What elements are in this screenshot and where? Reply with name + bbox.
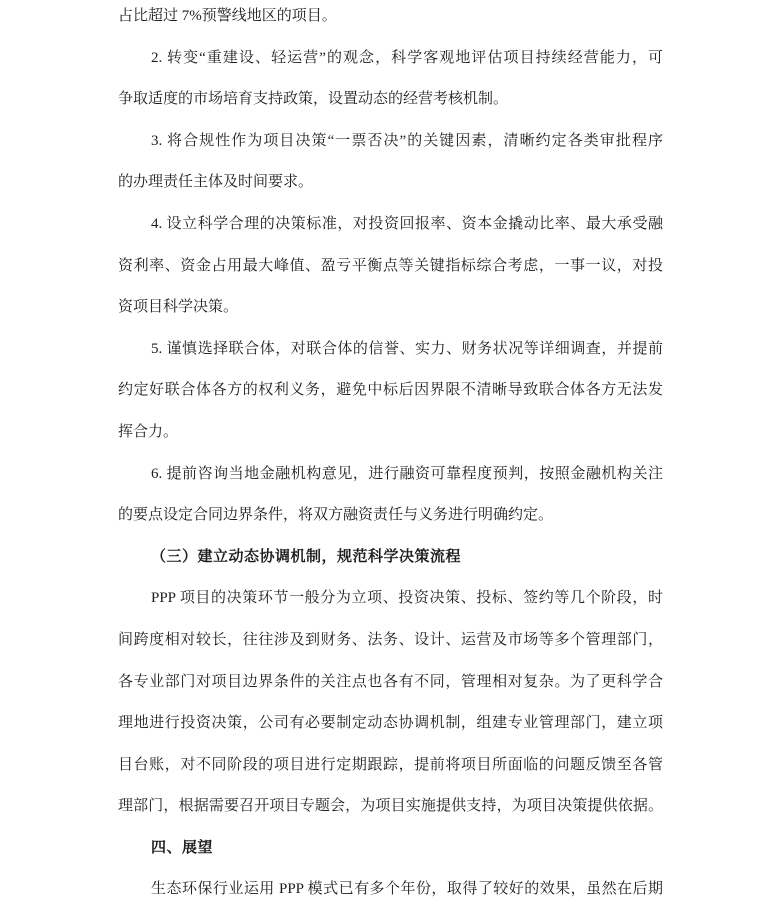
paragraph: [118, 204, 663, 329]
paragraph: [118, 578, 663, 828]
text-line: （三）建立动态协调机制，规范科学决策流程: [151, 548, 462, 565]
text-line: 6. 提前咨询当地金融机构意见，进行融资可靠程度预判，按照金融机构关注: [151, 465, 663, 482]
text-line: 5. 谨慎选择联合体，对联合体的信誉、实力、财务状况等详细调查，并提前: [151, 340, 663, 357]
section-heading: [118, 828, 663, 870]
text-line: 争取适度的市场培育支持政策，设置动态的经营考核机制。: [118, 91, 509, 108]
paragraph: [118, 121, 663, 204]
paragraph: [118, 329, 663, 454]
text-line: 约定好联合体各方的权利义务，避免中标后因界限不清晰导致联合体各方无法发: [118, 382, 663, 399]
paragraph: [118, 0, 663, 38]
text-line: 各专业部门对项目边界条件的关注点也各有不同，管理相对复杂。为了更科学合: [118, 673, 663, 690]
paragraph: [118, 38, 663, 121]
text-line: 资利率、资金占用最大峰值、盈亏平衡点等关键指标综合考虑，一事一议，对投: [118, 257, 663, 274]
text-line: 目台账，对不同阶段的项目进行定期跟踪，提前将项目所面临的问题反馈至各管: [118, 756, 663, 773]
text-line: PPP 项目的决策环节一般分为立项、投资决策、投标、签约等几个阶段，时: [151, 590, 663, 607]
text-line: 占比超过 7%预警线地区的项目。: [118, 8, 337, 24]
paragraph: [118, 869, 663, 911]
section-heading: [118, 537, 663, 579]
text-line: 资项目科学决策。: [118, 299, 239, 316]
text-line: 挥合力。: [118, 423, 179, 440]
text-line: 间跨度相对较长，往往涉及到财务、法务、设计、运营及市场等多个管理部门，: [118, 631, 663, 648]
text-line: 的办理责任主体及时间要求。: [118, 174, 314, 191]
text-line: 3. 将合规性作为项目决策“一票否决”的关键因素，清晰约定各类审批程序: [151, 132, 663, 149]
text-line: 四、展望: [151, 839, 214, 856]
text-line: 理部门，根据需要召开项目专题会，为项目实施提供支持，为项目决策提供依据。: [118, 798, 663, 815]
text-line: 生态环保行业运用 PPP 模式已有多个年份，取得了较好的效果，虽然在后期: [151, 881, 663, 898]
text-line: 理地进行投资决策，公司有必要制定动态协调机制，组建专业管理部门，建立项: [118, 715, 663, 732]
text-line: 4. 设立科学合理的决策标准，对投资回报率、资本金撬动比率、最大承受融: [151, 215, 663, 232]
document-body: [118, 0, 663, 911]
text-line: 的要点设定合同边界条件，将双方融资责任与义务进行明确约定。: [118, 507, 554, 524]
paragraph: [118, 454, 663, 537]
text-line: 2. 转变“重建设、轻运营”的观念，科学客观地评估项目持续经营能力，可: [151, 49, 663, 66]
